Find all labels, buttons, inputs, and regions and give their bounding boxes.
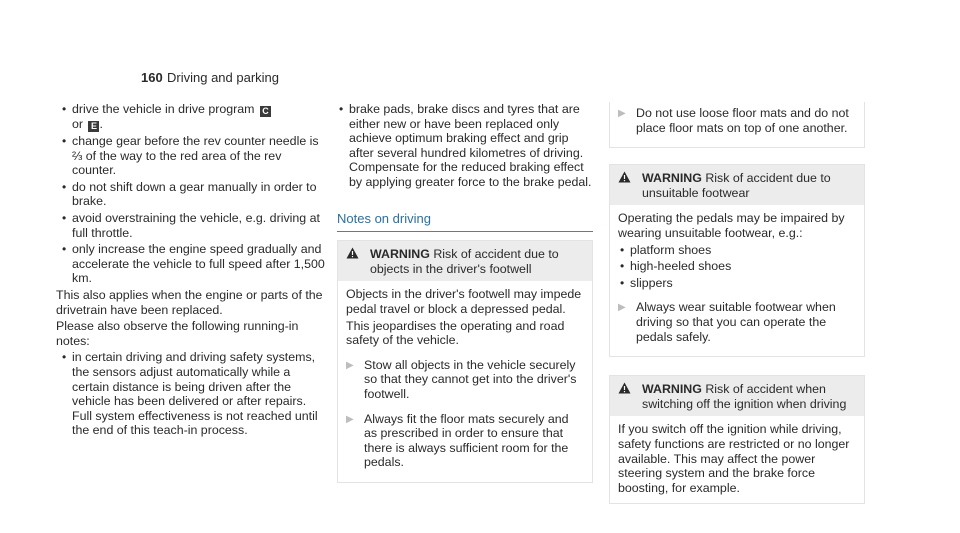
warning-header (610, 165, 864, 205)
action-text: Do not use loose floor mats and do not place floor mats on top of one another. (636, 106, 849, 135)
page-number: 160 (141, 70, 163, 85)
paragraph: Objects in the driver's footwell may impede pedal travel or block a depressed pedal. (346, 287, 582, 316)
warning-box (609, 375, 865, 504)
list-item: • brake pads, brake discs and tyres that are either new or have been replaced only achieve optimum braking effect and grip after several hundred kilometres of driving. Compensate for the reduced braking effect by applying greater force to the brake pedal. (337, 102, 593, 190)
action-text: Stow all objects in the vehicle securely so that they cannot get into the driver's footwell. (364, 357, 577, 401)
column-3 (609, 102, 865, 504)
list-item-text: . (99, 117, 103, 131)
warning-body (610, 416, 864, 503)
column-2 (337, 102, 593, 483)
column-1 (56, 102, 328, 440)
warning-label: WARNING (642, 382, 702, 397)
paragraph: This jeopardises the operating and road safety of the vehicle. (346, 318, 565, 348)
warning-header (610, 376, 864, 416)
list-item-text: or (72, 117, 84, 131)
action-text: Always fit the floor mats securely and as prescribed in order to ensure that there is always sufficient room for the pedals. (364, 411, 569, 470)
bullet-list (618, 243, 856, 291)
paragraph: Please also observe the following running-in notes: (56, 319, 299, 348)
action-item (346, 412, 584, 470)
action-text: Always wear suitable footwear when driving so that you can operate the pedals safely. (636, 300, 836, 344)
warning-label: WARNING (642, 171, 702, 186)
list-item: • only increase the engine speed gradually and accelerate the vehicle to full speed after 1,500 km. (60, 242, 328, 286)
warning-box (609, 164, 865, 357)
action-arrow-icon: ▶ (346, 413, 354, 425)
warning-title: Risk of accident due to unsuitable footwear (642, 171, 831, 200)
drive-program-e-icon: E (88, 121, 99, 132)
paragraph: This also applies when the engine or parts of the drivetrain have been replaced. (56, 287, 323, 317)
list-item (60, 102, 328, 132)
warning-body (338, 281, 592, 482)
warning-header (338, 241, 592, 281)
warning-box (337, 240, 593, 483)
list-item: • change gear before the rev counter needle is ⅔ of the way to the red area of the rev counter. (60, 134, 328, 178)
bullet-list-a (60, 102, 328, 286)
paragraph: Operating the pedals may be impaired by wearing unsuitable footwear, e.g.: (618, 211, 845, 240)
list-item: • slippers (618, 276, 856, 291)
action-item (618, 300, 856, 344)
list-item: • high-heeled shoes (618, 259, 856, 274)
list-item: • do not shift down a gear manually in order to brake. (60, 180, 328, 209)
warning-label: WARNING (370, 247, 430, 262)
action-arrow-icon: ▶ (618, 108, 626, 119)
list-item: • in certain driving and driving safety systems, the sensors adjust automatically while a certain distance is being driven after the vehicle has been delivered or after repairs. Full system effectiveness is not reached until the end of this teach-in process. (60, 350, 328, 438)
warning-title: Risk of accident due to objects in the driver's footwell (370, 247, 559, 276)
paragraph: If you switch off the ignition while driving, safety functions are restricted or no longer available. This may affect the power steering system and the brake force boosting, for example. (618, 422, 850, 495)
warning-continuation (609, 102, 865, 148)
bullet-list (337, 102, 593, 190)
list-item: • platform shoes (618, 243, 856, 258)
warning-text (642, 382, 856, 411)
warning-body (610, 205, 864, 356)
warning-triangle-icon (346, 247, 360, 276)
warning-title: Risk of accident when switching off the ignition when driving (642, 382, 847, 411)
page-header-title: Driving and parking (167, 70, 280, 85)
list-item: • avoid overstraining the vehicle, e.g. driving at full throttle. (60, 211, 328, 240)
action-item (618, 106, 856, 135)
warning-triangle-icon (618, 171, 632, 200)
warning-text (370, 247, 584, 276)
action-item (346, 358, 584, 402)
warning-triangle-icon (618, 382, 632, 411)
section-title: Notes on driving (337, 212, 593, 233)
list-item-text: drive the vehicle in drive program (72, 102, 255, 116)
warning-text (642, 171, 856, 200)
bullet-list-b (60, 350, 328, 438)
drive-program-c-icon: C (260, 106, 271, 117)
action-arrow-icon: ▶ (618, 302, 626, 314)
action-arrow-icon: ▶ (346, 359, 354, 371)
